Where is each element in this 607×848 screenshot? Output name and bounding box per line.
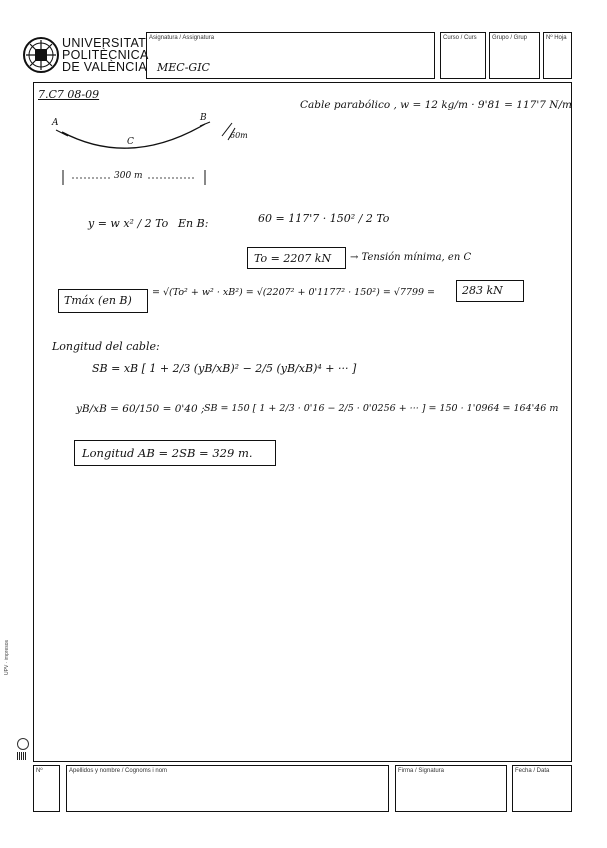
length-series: SB = xB [ 1 + 2/3 (yB/xB)² − 2/5 (yB/xB)⁴ + ··· ] [92, 362, 357, 375]
at-b-equation: 60 = 117'7 · 150² / 2 To [258, 212, 390, 225]
university-line-3: DE VALÈNCIA [62, 60, 148, 74]
footer-date-label: Fecha / Data [515, 768, 550, 774]
sag-label: 60m [230, 131, 248, 140]
footer-number-label: Nº [36, 768, 43, 774]
t0-result: To = 2207 kN [254, 252, 332, 265]
group-label: Grupo / Grup [492, 35, 528, 41]
at-b-label: En B: [178, 217, 209, 230]
subject-value: MEC-GIC [157, 61, 210, 74]
height-span-ratio: yB/xB = 60/150 = 0'40 ; [76, 403, 205, 415]
point-c-label: C [127, 137, 134, 147]
problem-statement: Cable parabólico , w = 12 kg/m · 9'81 = 117'7 N/m [300, 99, 572, 111]
university-line-2: POLITÈCNICA [62, 48, 149, 62]
t0-note: → Tensión mínima, en C [350, 252, 472, 263]
point-b-label: B [200, 113, 207, 123]
span-label: 300 m [114, 171, 143, 181]
subject-label: Asignatura / Assignatura [149, 35, 215, 41]
problem-id: 7.C7 08-09 [38, 88, 100, 101]
university-line-1: UNIVERSITAT [62, 36, 147, 50]
sheet-number-label: Nº Hoja [546, 35, 567, 41]
side-imprint: UPV · impresos [4, 639, 10, 675]
parabola-equation: y = w x² / 2 To [88, 217, 169, 230]
tmax-lhs: Tmáx (en B) [64, 294, 132, 307]
length-title: Longitud del cable: [52, 340, 160, 353]
footer-signature-box[interactable] [395, 765, 507, 812]
course-label: Curso / Curs [443, 35, 477, 41]
footer-date-box[interactable] [512, 765, 572, 812]
footer-signature-label: Firma / Signatura [398, 768, 445, 774]
footer-number-box[interactable] [33, 765, 60, 812]
length-result: Longitud AB = 2SB = 329 m. [82, 446, 253, 460]
point-a-label: A [52, 118, 59, 128]
footer-name-label: Apellidos y nombre / Cognoms i nom [69, 768, 168, 774]
length-evaluation: SB = 150 [ 1 + 2/3 · 0'16 − 2/5 · 0'0256 + ··· ] = 150 · 1'0964 = 164'46 m [204, 403, 559, 414]
footer-name-box[interactable] [66, 765, 389, 812]
tmax-expression: = √(To² + w² · xB²) = √(2207² + 0'1177² · 150²) = √7799 = [152, 287, 436, 298]
tmax-result: 283 kN [462, 284, 503, 297]
